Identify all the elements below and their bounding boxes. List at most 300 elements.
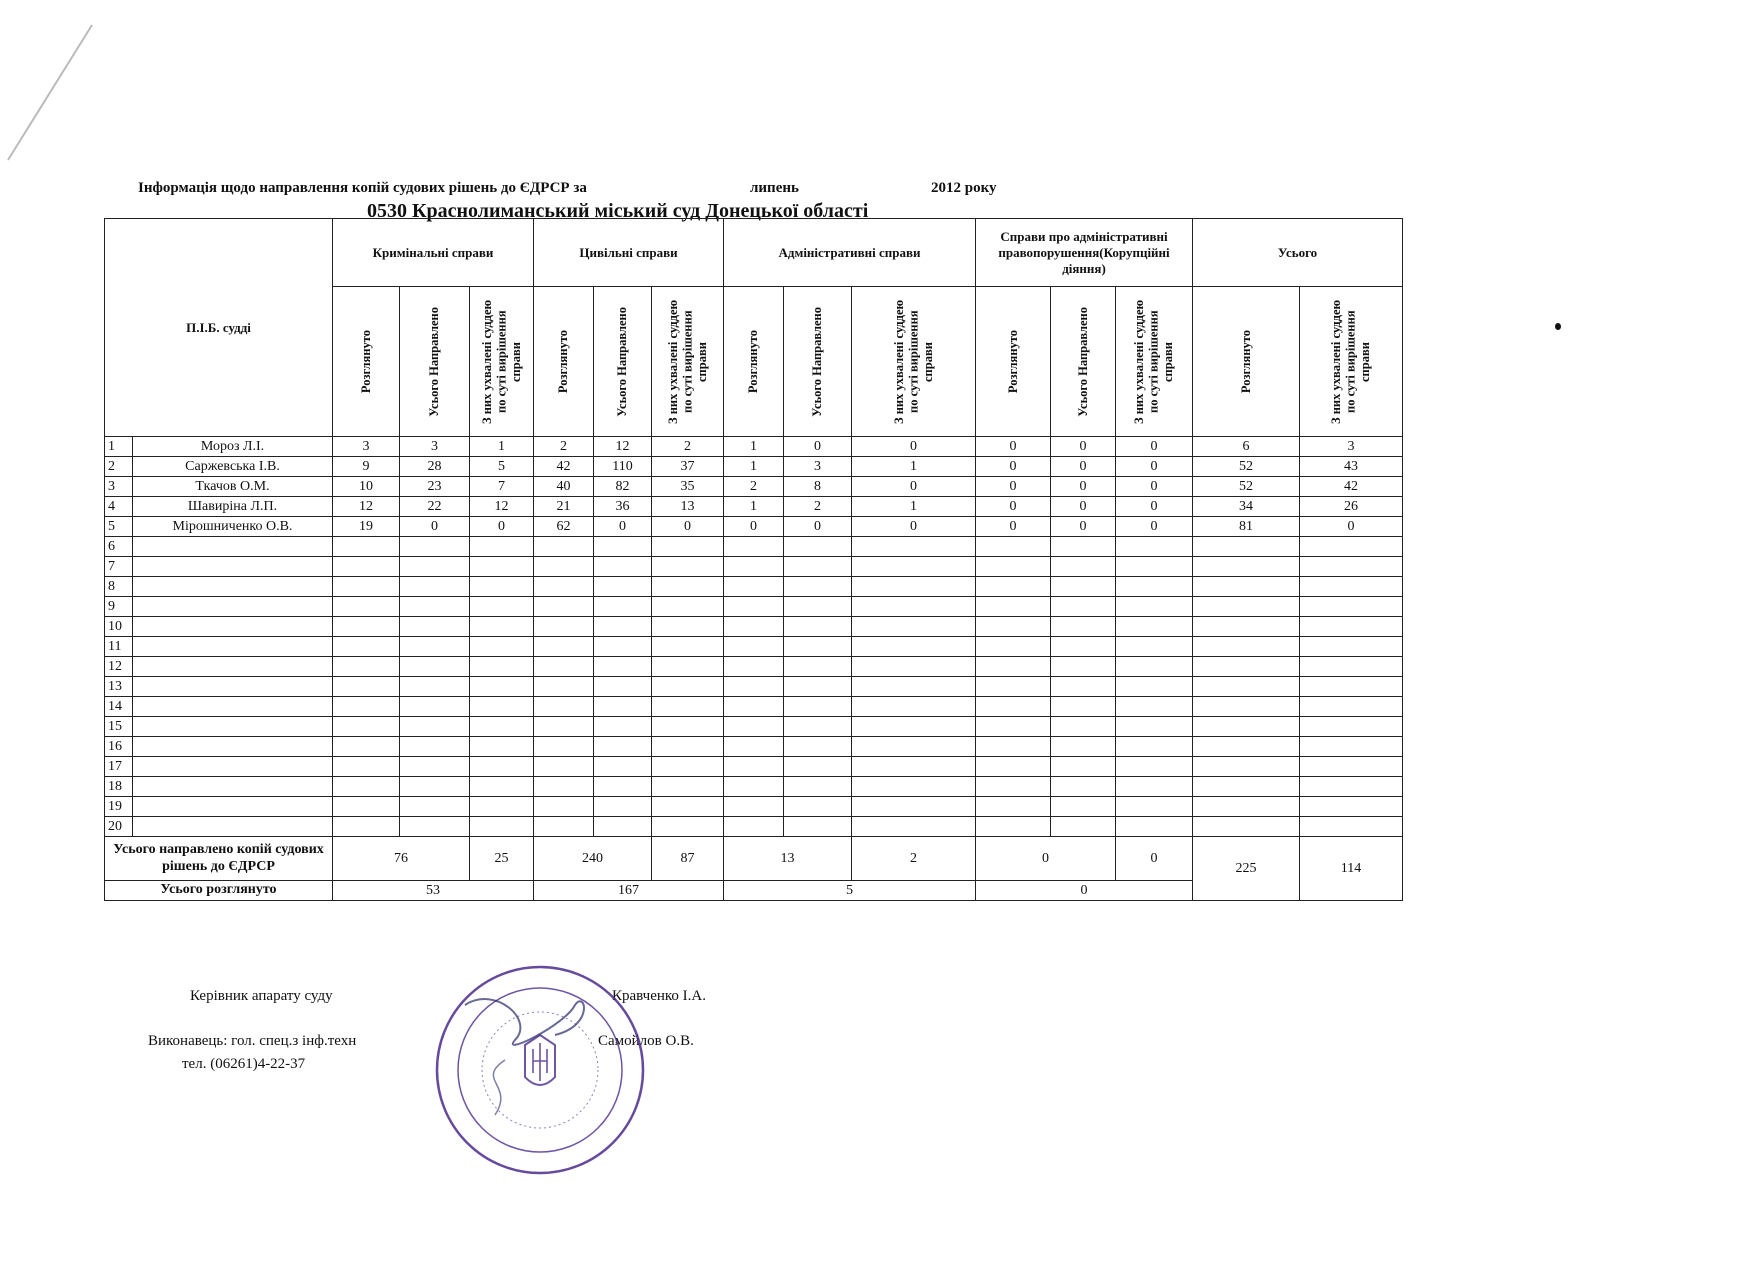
- value-cell: [784, 577, 852, 597]
- value-cell: 40: [534, 477, 594, 497]
- value-cell: 7: [470, 477, 534, 497]
- value-cell: [1051, 637, 1116, 657]
- value-cell: [1051, 537, 1116, 557]
- value-cell: [534, 697, 594, 717]
- value-cell: [1193, 777, 1300, 797]
- value-cell: [534, 717, 594, 737]
- subheader-cell: [594, 287, 652, 437]
- value-cell: 19: [333, 517, 400, 537]
- value-cell: [333, 597, 400, 617]
- subheader-label: Усього Направлено: [427, 306, 442, 417]
- value-cell: [1193, 637, 1300, 657]
- value-cell: 62: [534, 517, 594, 537]
- subheader-cell: [852, 287, 976, 437]
- value-cell: [400, 557, 470, 577]
- value-cell: 0: [652, 517, 724, 537]
- total-sent-cell: 25: [470, 837, 534, 881]
- value-cell: 0: [1116, 497, 1193, 517]
- judge-name: [133, 657, 333, 677]
- value-cell: 0: [852, 517, 976, 537]
- value-cell: [534, 777, 594, 797]
- value-cell: [724, 757, 784, 777]
- value-cell: [470, 817, 534, 837]
- value-cell: [1051, 557, 1116, 577]
- value-cell: 22: [400, 497, 470, 517]
- value-cell: 2: [534, 437, 594, 457]
- value-cell: [784, 737, 852, 757]
- value-cell: [784, 597, 852, 617]
- row-number: 2: [105, 457, 133, 477]
- judge-row: [105, 677, 1403, 697]
- row-number: 16: [105, 737, 133, 757]
- row-number: 3: [105, 477, 133, 497]
- value-cell: [333, 537, 400, 557]
- total-sent-row: [105, 837, 1403, 881]
- value-cell: [724, 657, 784, 677]
- value-cell: [852, 797, 976, 817]
- value-cell: 1: [724, 497, 784, 517]
- value-cell: 1: [852, 457, 976, 477]
- judge-row: [105, 817, 1403, 837]
- value-cell: 0: [1116, 477, 1193, 497]
- value-cell: [470, 637, 534, 657]
- value-cell: [1116, 557, 1193, 577]
- value-cell: [1116, 537, 1193, 557]
- value-cell: [1300, 577, 1403, 597]
- value-cell: [594, 777, 652, 797]
- head-of-staff-label: Керівник апарату суду: [190, 988, 333, 1004]
- subheader-cell: [652, 287, 724, 437]
- value-cell: [784, 537, 852, 557]
- value-cell: [470, 597, 534, 617]
- value-cell: [470, 757, 534, 777]
- judge-row: [105, 697, 1403, 717]
- subheader-label: Усього Направлено: [810, 306, 825, 417]
- value-cell: [724, 597, 784, 617]
- value-cell: [652, 557, 724, 577]
- value-cell: [400, 537, 470, 557]
- value-cell: [852, 537, 976, 557]
- value-cell: [784, 777, 852, 797]
- value-cell: [1116, 717, 1193, 737]
- judge-row: [105, 757, 1403, 777]
- value-cell: [976, 777, 1051, 797]
- value-cell: 36: [594, 497, 652, 517]
- value-cell: [400, 817, 470, 837]
- value-cell: [1051, 597, 1116, 617]
- value-cell: [852, 577, 976, 597]
- value-cell: 37: [652, 457, 724, 477]
- court-name: 0530 Краснолиманський міський суд Донецької області: [367, 200, 869, 222]
- value-cell: [976, 797, 1051, 817]
- judge-name-header: П.І.Б. судді: [105, 219, 333, 437]
- value-cell: 34: [1193, 497, 1300, 517]
- value-cell: [594, 737, 652, 757]
- value-cell: 52: [1193, 477, 1300, 497]
- value-cell: [976, 577, 1051, 597]
- subheader-label: Розглянуто: [1238, 329, 1253, 394]
- value-cell: [534, 557, 594, 577]
- subheader-cell: [1193, 287, 1300, 437]
- value-cell: [1300, 677, 1403, 697]
- value-cell: [594, 817, 652, 837]
- value-cell: 42: [534, 457, 594, 477]
- value-cell: [594, 537, 652, 557]
- value-cell: [1300, 537, 1403, 557]
- value-cell: 0: [976, 457, 1051, 477]
- value-cell: [470, 557, 534, 577]
- judge-row: [105, 717, 1403, 737]
- value-cell: [1116, 657, 1193, 677]
- value-cell: [652, 637, 724, 657]
- value-cell: [976, 597, 1051, 617]
- value-cell: [1051, 737, 1116, 757]
- grand-total-reviewed: 225: [1193, 837, 1300, 901]
- report-month: липень: [750, 180, 799, 196]
- value-cell: 3: [784, 457, 852, 477]
- value-cell: [400, 657, 470, 677]
- value-cell: [652, 577, 724, 597]
- row-number: 13: [105, 677, 133, 697]
- value-cell: [1051, 717, 1116, 737]
- value-cell: [652, 757, 724, 777]
- value-cell: [652, 817, 724, 837]
- group-header-total: Усього: [1193, 219, 1403, 287]
- judge-row: [105, 437, 1403, 457]
- value-cell: [1051, 617, 1116, 637]
- value-cell: [1193, 697, 1300, 717]
- judge-name: [133, 697, 333, 717]
- value-cell: [534, 817, 594, 837]
- value-cell: [1051, 697, 1116, 717]
- value-cell: 2: [784, 497, 852, 517]
- value-cell: [724, 617, 784, 637]
- value-cell: [976, 717, 1051, 737]
- value-cell: [470, 657, 534, 677]
- total-reviewed-cell: 53: [333, 881, 534, 901]
- value-cell: [1193, 677, 1300, 697]
- value-cell: [1300, 737, 1403, 757]
- value-cell: [1300, 597, 1403, 617]
- value-cell: [1300, 777, 1403, 797]
- value-cell: [1051, 757, 1116, 777]
- judge-name: [133, 737, 333, 757]
- value-cell: 0: [400, 517, 470, 537]
- value-cell: [400, 577, 470, 597]
- value-cell: [852, 717, 976, 737]
- row-number: 14: [105, 697, 133, 717]
- value-cell: [976, 737, 1051, 757]
- value-cell: [724, 697, 784, 717]
- value-cell: [852, 617, 976, 637]
- group-header-administrative: Адміністративні справи: [724, 219, 976, 287]
- value-cell: [400, 797, 470, 817]
- value-cell: [652, 597, 724, 617]
- value-cell: 5: [470, 457, 534, 477]
- value-cell: [1193, 657, 1300, 677]
- value-cell: [1300, 817, 1403, 837]
- judge-name: [133, 777, 333, 797]
- judge-row: [105, 537, 1403, 557]
- row-number: 18: [105, 777, 133, 797]
- value-cell: 0: [1051, 457, 1116, 477]
- value-cell: [400, 617, 470, 637]
- value-cell: [534, 757, 594, 777]
- value-cell: 13: [652, 497, 724, 517]
- value-cell: [1116, 577, 1193, 597]
- value-cell: [333, 777, 400, 797]
- value-cell: 1: [470, 437, 534, 457]
- value-cell: [852, 557, 976, 577]
- value-cell: 81: [1193, 517, 1300, 537]
- value-cell: [470, 677, 534, 697]
- value-cell: 0: [594, 517, 652, 537]
- value-cell: 12: [594, 437, 652, 457]
- value-cell: [1116, 697, 1193, 717]
- value-cell: 0: [976, 477, 1051, 497]
- value-cell: [652, 777, 724, 797]
- judge-name: Ткачов О.М.: [133, 477, 333, 497]
- judge-row: [105, 617, 1403, 637]
- subheader-label: Розглянуто: [358, 329, 373, 394]
- subheader-cell: [784, 287, 852, 437]
- report-title-line: [138, 180, 997, 197]
- value-cell: [784, 757, 852, 777]
- court-seal-stamp: [425, 965, 655, 1175]
- total-sent-cell: 240: [534, 837, 652, 881]
- judge-name: [133, 577, 333, 597]
- row-number: 8: [105, 577, 133, 597]
- judge-name: [133, 677, 333, 697]
- value-cell: [652, 617, 724, 637]
- value-cell: [470, 717, 534, 737]
- subheader-label: З них ухвалені суддею по суті вирішення справи: [1329, 299, 1373, 424]
- value-cell: [594, 617, 652, 637]
- value-cell: [976, 557, 1051, 577]
- value-cell: [852, 637, 976, 657]
- value-cell: [724, 637, 784, 657]
- judge-name: Мороз Л.І.: [133, 437, 333, 457]
- value-cell: [470, 777, 534, 797]
- subheader-label: З них ухвалені суддею по суті вирішення справи: [1132, 299, 1176, 424]
- total-reviewed-cell: 5: [724, 881, 976, 901]
- value-cell: [594, 557, 652, 577]
- subheader-label: З них ухвалені суддею по суті вирішення справи: [479, 299, 523, 424]
- value-cell: [724, 817, 784, 837]
- value-cell: [594, 757, 652, 777]
- value-cell: [534, 737, 594, 757]
- row-number: 9: [105, 597, 133, 617]
- value-cell: [784, 717, 852, 737]
- value-cell: [333, 657, 400, 677]
- value-cell: 1: [852, 497, 976, 517]
- subheader-cell: [724, 287, 784, 437]
- value-cell: 23: [400, 477, 470, 497]
- report-title: Інформація щодо направлення копій судових рішень до ЄДРСР за: [138, 180, 587, 196]
- value-cell: [852, 817, 976, 837]
- value-cell: 2: [724, 477, 784, 497]
- value-cell: [724, 717, 784, 737]
- value-cell: 52: [1193, 457, 1300, 477]
- value-cell: [1193, 597, 1300, 617]
- value-cell: [976, 817, 1051, 837]
- value-cell: [976, 757, 1051, 777]
- value-cell: [534, 597, 594, 617]
- value-cell: 0: [976, 437, 1051, 457]
- subheader-cell: [1051, 287, 1116, 437]
- value-cell: [594, 597, 652, 617]
- value-cell: 0: [470, 517, 534, 537]
- value-cell: [400, 677, 470, 697]
- value-cell: 28: [400, 457, 470, 477]
- group-header-civil: Цивільні справи: [534, 219, 724, 287]
- value-cell: [652, 737, 724, 757]
- value-cell: [784, 817, 852, 837]
- subheader-cell: [333, 287, 400, 437]
- judge-row: [105, 557, 1403, 577]
- value-cell: [534, 617, 594, 637]
- value-cell: [852, 757, 976, 777]
- subheader-cell: [976, 287, 1051, 437]
- value-cell: 9: [333, 457, 400, 477]
- value-cell: [594, 677, 652, 697]
- value-cell: [1116, 737, 1193, 757]
- total-reviewed-cell: 167: [534, 881, 724, 901]
- value-cell: [400, 717, 470, 737]
- row-number: 1: [105, 437, 133, 457]
- value-cell: [724, 577, 784, 597]
- value-cell: [784, 617, 852, 637]
- judge-name: Мірошниченко О.В.: [133, 517, 333, 537]
- total-sent-cell: 87: [652, 837, 724, 881]
- value-cell: 0: [784, 517, 852, 537]
- value-cell: [1193, 797, 1300, 817]
- value-cell: 110: [594, 457, 652, 477]
- row-number: 17: [105, 757, 133, 777]
- value-cell: [594, 577, 652, 597]
- value-cell: [400, 697, 470, 717]
- value-cell: [534, 657, 594, 677]
- total-sent-cell: 13: [724, 837, 852, 881]
- value-cell: [470, 697, 534, 717]
- row-number: 10: [105, 617, 133, 637]
- value-cell: [1300, 657, 1403, 677]
- value-cell: [852, 657, 976, 677]
- value-cell: [1116, 817, 1193, 837]
- scan-speck: [1555, 323, 1561, 330]
- value-cell: [1051, 657, 1116, 677]
- value-cell: 0: [976, 497, 1051, 517]
- value-cell: [1051, 777, 1116, 797]
- value-cell: [976, 677, 1051, 697]
- scan-artifact-line: [0, 20, 100, 170]
- value-cell: 6: [1193, 437, 1300, 457]
- value-cell: [1051, 577, 1116, 597]
- value-cell: [784, 637, 852, 657]
- total-sent-cell: 0: [1116, 837, 1193, 881]
- judge-row: [105, 777, 1403, 797]
- value-cell: [1116, 797, 1193, 817]
- row-number: 15: [105, 717, 133, 737]
- value-cell: [333, 677, 400, 697]
- subheader-label: Усього Направлено: [615, 306, 630, 417]
- value-cell: [1300, 637, 1403, 657]
- judge-row: [105, 497, 1403, 517]
- value-cell: [333, 817, 400, 837]
- report-year: 2012 року: [931, 180, 997, 196]
- value-cell: [1300, 757, 1403, 777]
- value-cell: [1300, 617, 1403, 637]
- judge-name: Шавиріна Л.П.: [133, 497, 333, 517]
- judge-row: [105, 577, 1403, 597]
- value-cell: [1051, 817, 1116, 837]
- value-cell: [534, 677, 594, 697]
- value-cell: [852, 677, 976, 697]
- group-header-offences: Справи про адміністративні правопорушення(Корупційні діяння): [976, 219, 1193, 287]
- value-cell: [976, 617, 1051, 637]
- executor-label: Виконавець: гол. спец.з інф.техн: [148, 1033, 357, 1049]
- value-cell: [1193, 817, 1300, 837]
- value-cell: [652, 697, 724, 717]
- value-cell: [534, 577, 594, 597]
- value-cell: [333, 737, 400, 757]
- value-cell: [1116, 757, 1193, 777]
- subheader-cell: [400, 287, 470, 437]
- subheader-label: Розглянуто: [746, 329, 761, 394]
- value-cell: 0: [1051, 497, 1116, 517]
- value-cell: [976, 537, 1051, 557]
- value-cell: [470, 617, 534, 637]
- value-cell: [1116, 597, 1193, 617]
- total-reviewed-cell: 0: [976, 881, 1193, 901]
- value-cell: [852, 777, 976, 797]
- value-cell: 26: [1300, 497, 1403, 517]
- value-cell: 0: [1116, 437, 1193, 457]
- judge-name: [133, 637, 333, 657]
- value-cell: [333, 637, 400, 657]
- value-cell: 21: [534, 497, 594, 517]
- value-cell: 10: [333, 477, 400, 497]
- value-cell: [534, 537, 594, 557]
- row-number: 12: [105, 657, 133, 677]
- row-number: 6: [105, 537, 133, 557]
- total-reviewed-label: Усього розглянуто: [105, 881, 333, 901]
- value-cell: 8: [784, 477, 852, 497]
- value-cell: 35: [652, 477, 724, 497]
- value-cell: [594, 697, 652, 717]
- value-cell: [724, 537, 784, 557]
- row-number: 11: [105, 637, 133, 657]
- value-cell: [1193, 557, 1300, 577]
- value-cell: [400, 737, 470, 757]
- value-cell: [333, 577, 400, 597]
- value-cell: [333, 797, 400, 817]
- row-number: 5: [105, 517, 133, 537]
- value-cell: [400, 757, 470, 777]
- value-cell: [1116, 617, 1193, 637]
- report-table: [104, 218, 1403, 901]
- value-cell: [784, 557, 852, 577]
- row-number: 20: [105, 817, 133, 837]
- judge-name: Саржевська І.В.: [133, 457, 333, 477]
- value-cell: [470, 577, 534, 597]
- judge-name: [133, 617, 333, 637]
- value-cell: 12: [333, 497, 400, 517]
- value-cell: [1193, 717, 1300, 737]
- value-cell: [400, 777, 470, 797]
- value-cell: [784, 657, 852, 677]
- value-cell: [652, 657, 724, 677]
